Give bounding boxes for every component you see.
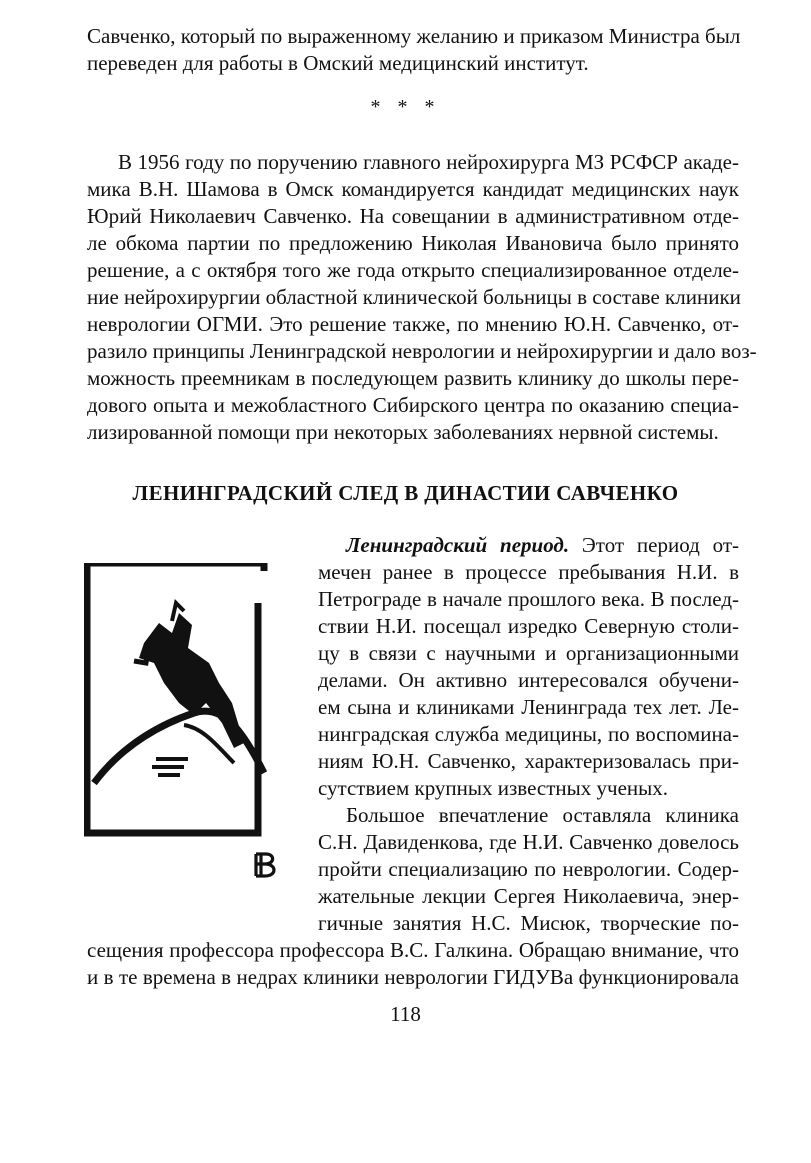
text-line: неврологии ОГМИ. Это решение также, по мнению Ю.Н. Савченко, от- <box>87 312 739 336</box>
text-line: мика В.Н. Шамова в Омск командируется кандидат медицинских наук <box>87 177 739 201</box>
text-line: Петрограде в начале прошлого века. В послед- <box>318 587 739 611</box>
text-line: дового опыта и межобластного Сибирского центра по оказанию специа- <box>87 393 739 417</box>
section-lead: Ленинградский период. <box>346 533 570 557</box>
text-line: сутствием крупных известных ученых. <box>318 776 668 800</box>
text-line: ствии Н.И. посещал изредко Северную столи- <box>318 614 739 638</box>
text-line: и в те времена в недрах клиники неврологии ГИДУВа функционировала <box>87 965 739 989</box>
text-line: пройти специализацию по неврологии. Содер- <box>318 857 739 881</box>
section-heading: ЛЕНИНГРАДСКИЙ СЛЕД В ДИНАСТИИ САВЧЕНКО <box>132 481 679 505</box>
text-line: ле обкома партии по предложению Николая Ивановича было принято <box>87 231 739 255</box>
text-line: можность преемникам в последующем развить клинику до школы пере- <box>87 366 739 390</box>
text-line: нинградская служба медицины, по воспомина- <box>318 722 739 746</box>
text-line <box>346 533 739 557</box>
text-line: лизированной помощи при некоторых заболеваниях нервной системы. <box>87 420 719 444</box>
text-line: В 1956 году по поручению главного нейрохирурга МЗ РСФСР акаде- <box>118 150 739 174</box>
text-line: гичные занятия Н.С. Мисюк, творческие по- <box>318 911 739 935</box>
text-line: Большое впечатление оставляла клиника <box>346 803 739 827</box>
monogram-mark <box>253 852 279 878</box>
bronze-horseman-emblem <box>84 563 274 873</box>
text-line: переведен для работы в Омский медицинский институт. <box>87 51 589 75</box>
text-line: ниям Ю.Н. Савченко, характеризовалась при- <box>318 749 739 773</box>
text-line: делами. Он активно интересовался обучени- <box>318 668 739 692</box>
text-line: мечен ранее в процессе пребывания Н.И. в <box>318 560 739 584</box>
text-line: цу в связи с научными и организационными <box>318 641 739 665</box>
text-line: Савченко, который по выраженному желанию и приказом Министра был <box>87 24 741 48</box>
section-line: Этот период от- <box>569 533 739 557</box>
text-line: ние нейрохирургии областной клинической больницы в составе клиники <box>87 285 741 309</box>
page-number: 118 <box>390 1002 421 1026</box>
text-line: разило принципы Ленинградской неврологии и нейрохирургии и дало воз- <box>87 339 757 363</box>
text-line: ем сына и клиниками Ленинграда тех лет. Ле- <box>318 695 739 719</box>
text-line: Юрий Николаевич Савченко. На совещании в административном отде- <box>87 204 739 228</box>
text-line: решение, а с октября того же года открыто специализированное отделе- <box>87 258 739 282</box>
text-line: жательные лекции Сергея Николаевича, энер- <box>318 884 739 908</box>
text-line: С.Н. Давиденкова, где Н.И. Савченко довелось <box>318 830 739 854</box>
text-line: сещения профессора профессора В.С. Галкина. Обращаю внимание, что <box>87 938 739 962</box>
section-separator: * * * <box>370 96 441 118</box>
